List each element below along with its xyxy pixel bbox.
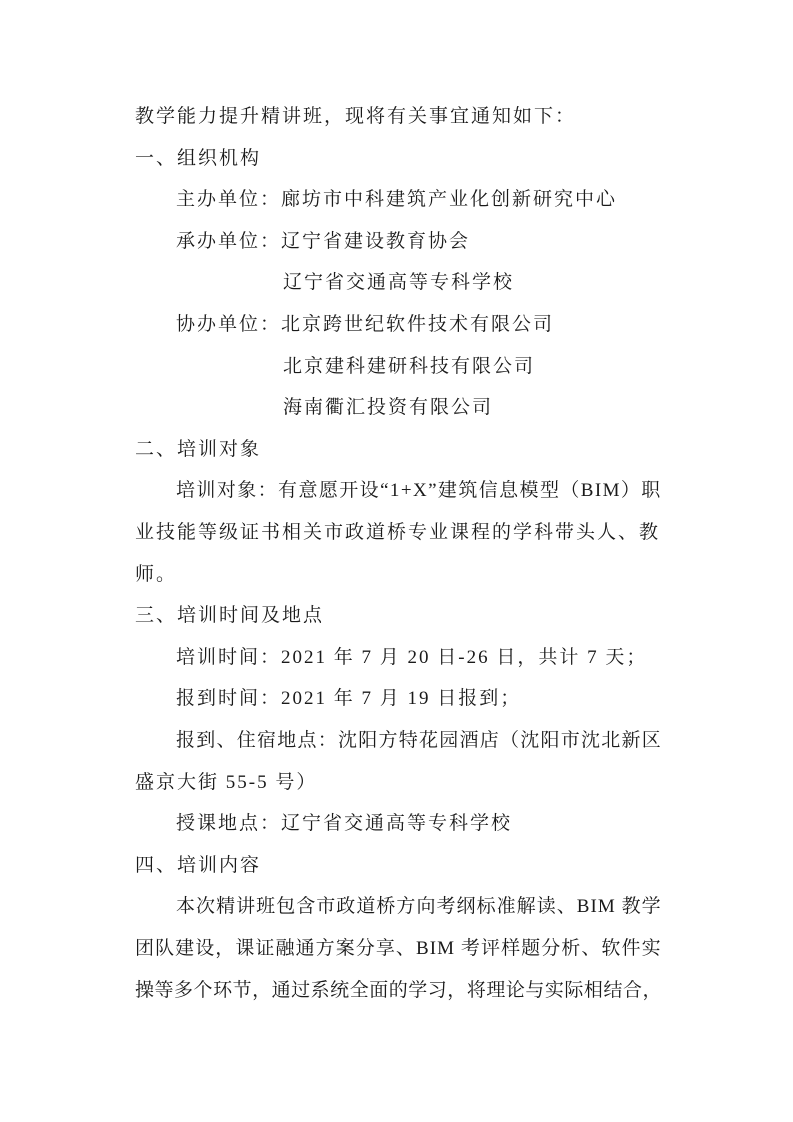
text-line: 培训对象：有意愿开设“1+X”建筑信息模型（BIM）职 <box>176 480 662 502</box>
section-heading: 三、培训时间及地点 <box>135 605 325 627</box>
text-line: 团队建设，课证融通方案分享、BIM 考评样题分析、软件实 <box>135 938 662 959</box>
text-line: 报到、住宿地点：沈阳方特花园酒店（沈阳市沈北新区 <box>176 730 663 751</box>
text-line: 海南衢汇投资有限公司 <box>283 397 494 419</box>
text-line: 协办单位：北京跨世纪软件技术有限公司 <box>176 314 555 335</box>
text-line: 北京建科建研科技有限公司 <box>283 355 536 377</box>
text-line: 主办单位：廊坊市中科建筑产业化创新研究中心 <box>176 189 618 211</box>
text-line: 本次精讲班包含市政道桥方向考纲标准解读、BIM 教学 <box>176 896 662 918</box>
text-line: 盛京大街 55-5 号） <box>135 771 318 793</box>
text-line: 授课地点：辽宁省交通高等专科学校 <box>176 813 513 835</box>
text-line: 操等多个环节，通过系统全面的学习，将理论与实际相结合， <box>135 979 663 1001</box>
text-line: 培训时间：2021 年 7 月 20 日-26 日，共计 7 天； <box>176 646 648 668</box>
text-line: 辽宁省交通高等专科学校 <box>283 272 515 294</box>
text-line: 承办单位：辽宁省建设教育协会 <box>176 230 471 252</box>
section-heading: 四、培训内容 <box>135 854 262 876</box>
text-line: 报到时间：2021 年 7 月 19 日报到； <box>176 688 522 710</box>
section-heading: 一、组织机构 <box>135 147 262 169</box>
text-line: 业技能等级证书相关市政道桥专业课程的学科带头人、教 <box>135 522 661 543</box>
section-heading: 二、培训对象 <box>135 438 262 460</box>
text-line: 师。 <box>135 563 178 585</box>
text-line: 教学能力提升精讲班，现将有关事宜通知如下： <box>135 106 577 127</box>
